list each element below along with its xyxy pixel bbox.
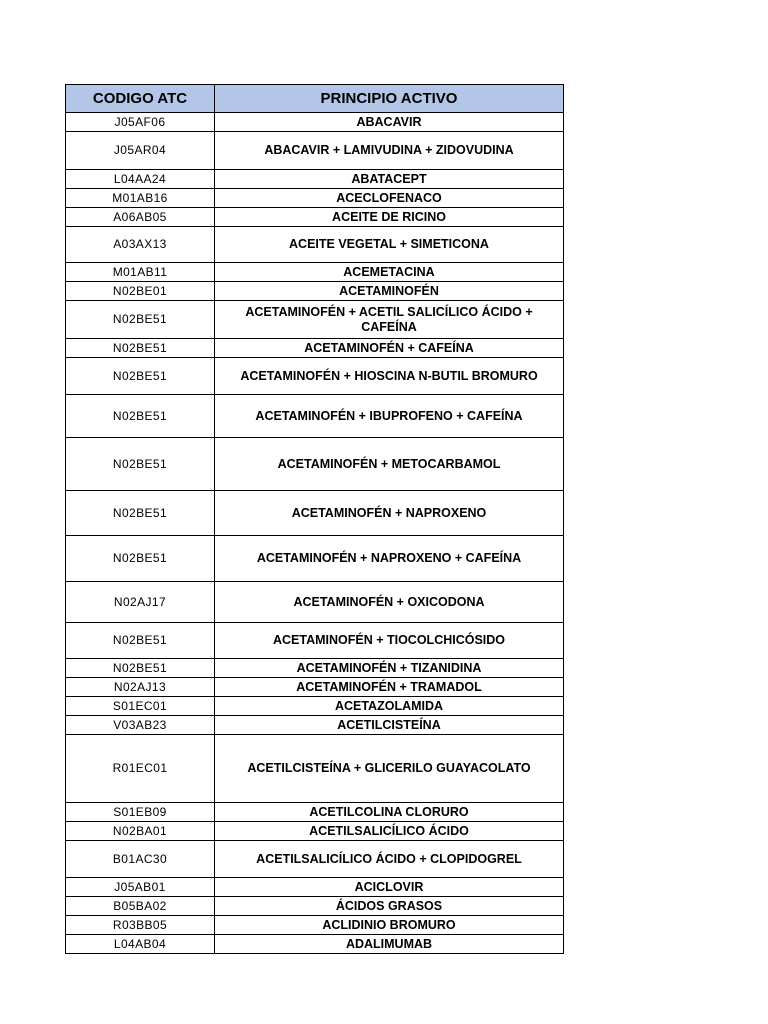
active-ingredient-cell: ACETAMINOFÉN + NAPROXENO xyxy=(215,491,564,536)
active-ingredient-cell: ACETILCOLINA CLORURO xyxy=(215,803,564,822)
atc-code-cell: N02BE51 xyxy=(66,339,215,358)
active-ingredient-cell: ACETAMINOFÉN + NAPROXENO + CAFEÍNA xyxy=(215,536,564,582)
atc-code-cell: B05BA02 xyxy=(66,897,215,916)
active-ingredient-cell: ACETAMINOFÉN + IBUPROFENO + CAFEÍNA xyxy=(215,395,564,438)
atc-code-cell: N02AJ17 xyxy=(66,582,215,623)
active-ingredient-cell: ABATACEPT xyxy=(215,170,564,189)
active-ingredient-cell: ACETAMINOFÉN + TIZANIDINA xyxy=(215,659,564,678)
atc-code-cell: N02AJ13 xyxy=(66,678,215,697)
active-ingredient-cell: ACETAMINOFÉN + TRAMADOL xyxy=(215,678,564,697)
table-row xyxy=(66,582,564,623)
atc-code-cell: R03BB05 xyxy=(66,916,215,935)
atc-code-cell: R01EC01 xyxy=(66,735,215,803)
table-row xyxy=(66,916,564,935)
active-ingredient-cell: ACETAMINOFÉN + ACETIL SALICÍLICO ÁCIDO + CAFEÍNA xyxy=(215,301,564,339)
atc-code-cell: S01EB09 xyxy=(66,803,215,822)
table-row xyxy=(66,438,564,491)
table-row xyxy=(66,132,564,170)
active-ingredient-cell: ACEITE DE RICINO xyxy=(215,208,564,227)
table-row xyxy=(66,822,564,841)
active-ingredient-cell: ACEMETACINA xyxy=(215,263,564,282)
atc-code-cell: A03AX13 xyxy=(66,227,215,263)
table-row xyxy=(66,803,564,822)
atc-code-cell: J05AR04 xyxy=(66,132,215,170)
atc-code-cell: N02BE51 xyxy=(66,491,215,536)
atc-code-cell: B01AC30 xyxy=(66,841,215,878)
table-row xyxy=(66,897,564,916)
atc-code-cell: N02BE51 xyxy=(66,301,215,339)
table-row xyxy=(66,735,564,803)
atc-code-cell: L04AB04 xyxy=(66,935,215,954)
table-row xyxy=(66,659,564,678)
atc-code-cell: N02BE01 xyxy=(66,282,215,301)
atc-code-cell: J05AF06 xyxy=(66,113,215,132)
active-ingredient-cell: ACETAZOLAMIDA xyxy=(215,697,564,716)
table-row xyxy=(66,935,564,954)
atc-code-cell: V03AB23 xyxy=(66,716,215,735)
active-ingredient-cell: ACETILSALICÍLICO ÁCIDO + CLOPIDOGREL xyxy=(215,841,564,878)
active-ingredient-cell: ÁCIDOS GRASOS xyxy=(215,897,564,916)
active-ingredient-cell: ACETILCISTEÍNA + GLICERILO GUAYACOLATO xyxy=(215,735,564,803)
table-row xyxy=(66,189,564,208)
table-row xyxy=(66,208,564,227)
table-row xyxy=(66,716,564,735)
atc-code-cell: M01AB16 xyxy=(66,189,215,208)
table-row xyxy=(66,491,564,536)
active-ingredient-cell: ACETAMINOFÉN + CAFEÍNA xyxy=(215,339,564,358)
active-ingredient-cell: ACETILCISTEÍNA xyxy=(215,716,564,735)
active-ingredient-cell: ACECLOFENACO xyxy=(215,189,564,208)
table-row xyxy=(66,678,564,697)
table-row xyxy=(66,170,564,189)
active-ingredient-cell: ACETAMINOFÉN + OXICODONA xyxy=(215,582,564,623)
table-row xyxy=(66,113,564,132)
atc-code-cell: N02BE51 xyxy=(66,395,215,438)
active-ingredient-cell: ADALIMUMAB xyxy=(215,935,564,954)
atc-code-cell: S01EC01 xyxy=(66,697,215,716)
header-code: CODIGO ATC xyxy=(66,85,215,113)
active-ingredient-cell: ACETAMINOFÉN + HIOSCINA N-BUTIL BROMURO xyxy=(215,358,564,395)
atc-code-cell: N02BE51 xyxy=(66,659,215,678)
table-row xyxy=(66,536,564,582)
active-ingredient-cell: ABACAVIR + LAMIVUDINA + ZIDOVUDINA xyxy=(215,132,564,170)
active-ingredient-cell: ABACAVIR xyxy=(215,113,564,132)
table-body xyxy=(66,113,564,954)
atc-table xyxy=(65,84,564,954)
table-row xyxy=(66,623,564,659)
table-row xyxy=(66,395,564,438)
active-ingredient-cell: ACEITE VEGETAL + SIMETICONA xyxy=(215,227,564,263)
atc-code-cell: N02BA01 xyxy=(66,822,215,841)
atc-code-cell: N02BE51 xyxy=(66,536,215,582)
active-ingredient-cell: ACETILSALICÍLICO ÁCIDO xyxy=(215,822,564,841)
active-ingredient-cell: ACLIDINIO BROMURO xyxy=(215,916,564,935)
atc-code-cell: L04AA24 xyxy=(66,170,215,189)
table-row xyxy=(66,841,564,878)
table-row xyxy=(66,227,564,263)
table-row xyxy=(66,339,564,358)
atc-code-cell: N02BE51 xyxy=(66,438,215,491)
header-name: PRINCIPIO ACTIVO xyxy=(215,85,564,113)
atc-code-cell: N02BE51 xyxy=(66,623,215,659)
atc-code-cell: A06AB05 xyxy=(66,208,215,227)
table-row xyxy=(66,263,564,282)
table-row xyxy=(66,358,564,395)
header-row xyxy=(66,85,564,113)
active-ingredient-cell: ACETAMINOFÉN xyxy=(215,282,564,301)
atc-code-cell: N02BE51 xyxy=(66,358,215,395)
table-row xyxy=(66,878,564,897)
active-ingredient-cell: ACETAMINOFÉN + METOCARBAMOL xyxy=(215,438,564,491)
table-row xyxy=(66,301,564,339)
active-ingredient-cell: ACETAMINOFÉN + TIOCOLCHICÓSIDO xyxy=(215,623,564,659)
atc-code-cell: J05AB01 xyxy=(66,878,215,897)
atc-code-cell: M01AB11 xyxy=(66,263,215,282)
table-row xyxy=(66,697,564,716)
active-ingredient-cell: ACICLOVIR xyxy=(215,878,564,897)
table-row xyxy=(66,282,564,301)
